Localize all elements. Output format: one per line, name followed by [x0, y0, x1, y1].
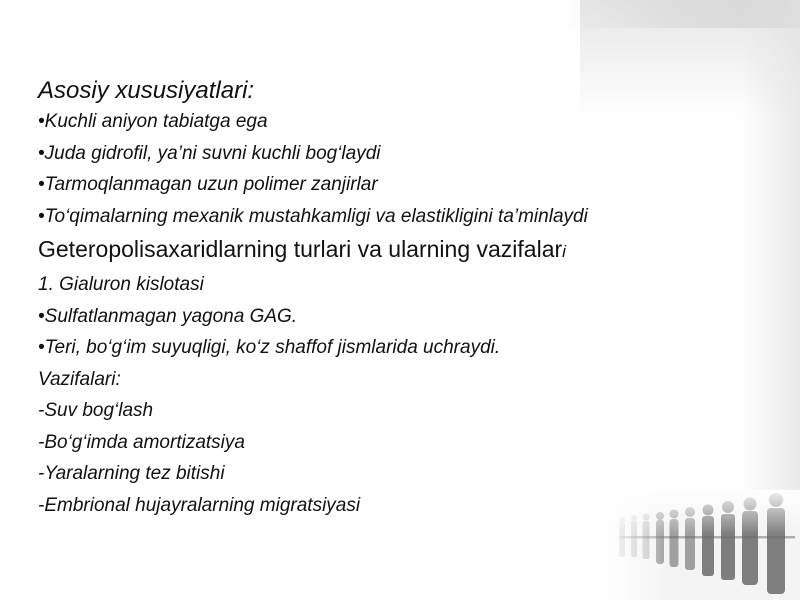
list-item: Vazifalari:: [38, 368, 121, 390]
heading: Asosiy xususiyatlari:: [38, 77, 255, 104]
section-title: [38, 232, 778, 269]
list-item: -Yaralarning tez bitishi: [38, 463, 225, 484]
property-item: •To‘qimalarning mexanik mustahkamligi va elastikligini ta’minlaydi: [38, 205, 588, 227]
list-item: -Suv bog‘lash: [38, 400, 154, 421]
list-item: -Bo‘g‘imda amortizatsiya: [38, 431, 245, 453]
section-title-tail: i: [562, 242, 566, 261]
property-item: •Juda gidrofil, ya’ni suvni kuchli bog‘laydi: [38, 142, 381, 164]
list-item: 1. Gialuron kislotasi: [38, 274, 204, 295]
list-item: •Teri, bo‘g‘im suyuqligi, ko‘z shaffof jismlarida uchraydi.: [38, 337, 501, 358]
list-item: -Embrional hujayralarning migratsiyasi: [38, 494, 361, 516]
property-item: •Tarmoqlanmagan uzun polimer zanjirlar: [38, 174, 378, 195]
list-item: •Sulfatlanmagan yagona GAG.: [38, 305, 298, 327]
section-title-main: Geteropolisaxaridlarning turlari va ularning vazifalar: [38, 236, 563, 262]
property-item: •Kuchli aniyon tabiatga ega: [38, 111, 268, 132]
slide-content: [38, 76, 778, 521]
